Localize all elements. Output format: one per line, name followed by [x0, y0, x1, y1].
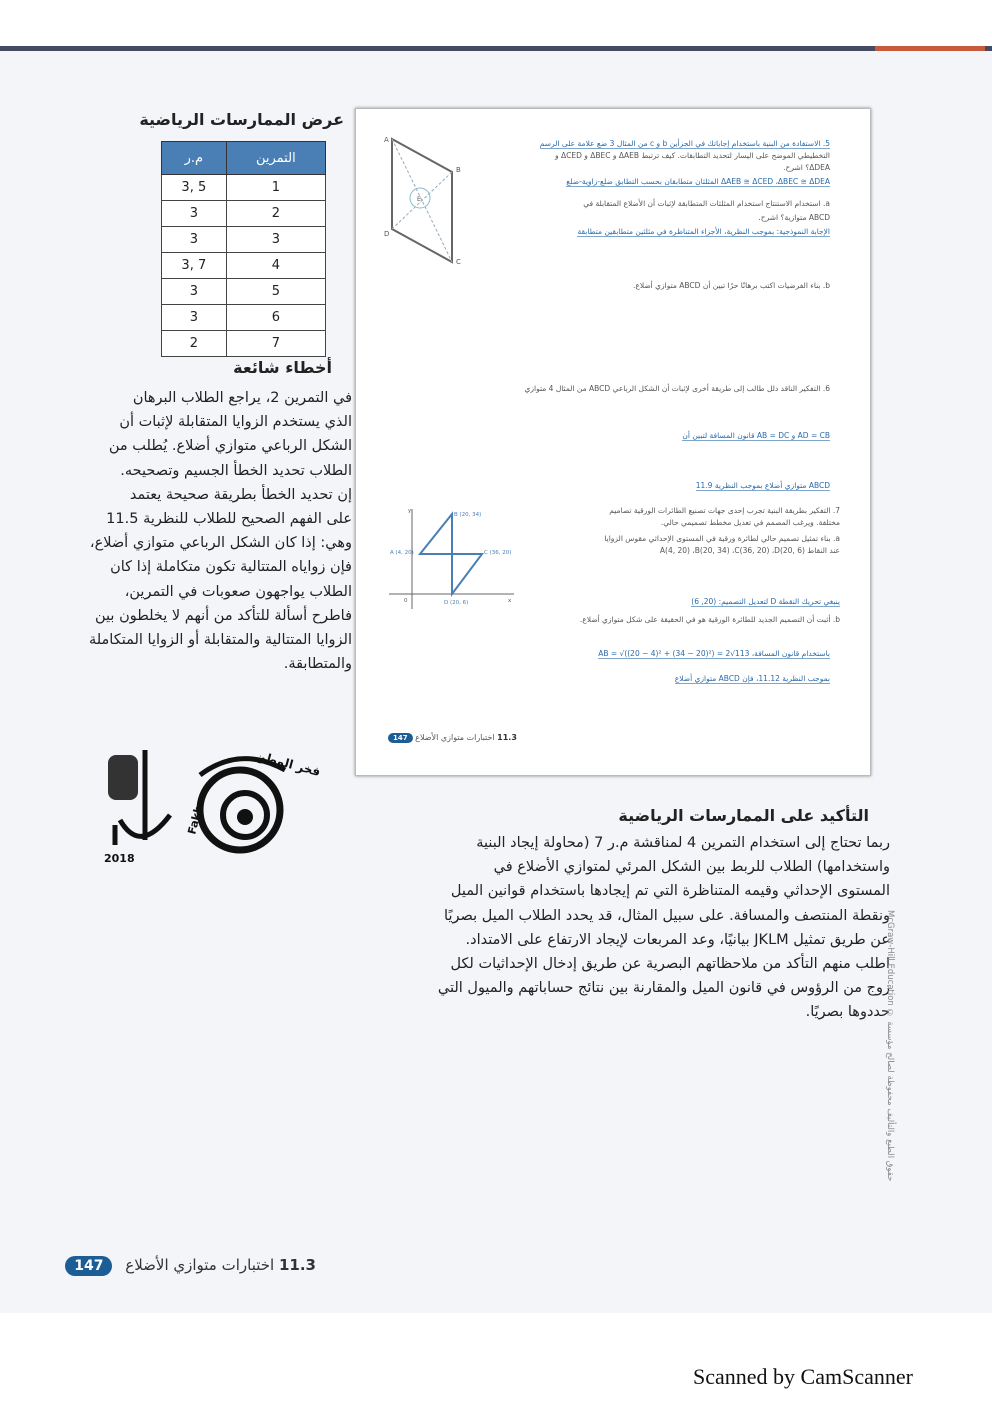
svg-text:فخر الوطن: فخر الوطن [254, 748, 322, 780]
text-line: على الفهم الصحيح للطلاب للنظرية 11.5 [106, 511, 352, 528]
point-a-label: A (4, 20) [390, 550, 414, 556]
zayed-year-logo [104, 750, 170, 865]
embedded-footer-section: 11.3 [497, 733, 517, 742]
table-header-exercise: التمرين [226, 142, 325, 175]
header-accent [875, 46, 985, 51]
practices-table [161, 141, 326, 357]
text-line: فاطرح أسألة للتأكد من أنهم لا يخلطون بين [95, 607, 352, 624]
parallelogram-diagram [384, 134, 464, 264]
practice-cell: 3 [162, 227, 227, 253]
practice-cell: 3 [162, 305, 227, 331]
footer-title: اختبارات متوازي الأضلاع [125, 1256, 275, 1274]
embedded-text-line: 6. التفكير الناقد دلل طالب إلى طريقة أخرى لإثبات أن الشكل الرباعي ABCD من المثال 4 متوازي [524, 384, 830, 393]
embedded-text-line: ينبغي تحريك النقطة D لتعديل التصميم: (20, 6) [691, 597, 840, 606]
label-d: D [384, 230, 390, 238]
embedded-text-line: 5. الاستفادة من البنية باستخدام إجاباتك في الجزأين b و c من المثال 3 ضع علامة على الرسم [539, 139, 830, 148]
svg-text:Fakhr: Fakhr [185, 798, 207, 836]
embedded-text-line: ΔDEA؟ اشرح. [783, 163, 830, 172]
exercise-cell: 6 [226, 305, 325, 331]
embedded-text-line: a. استخدام الاستنتاج استخدام المثلثات المتطابقة لإثبات أن الأضلاع المتقابلة في [583, 199, 830, 208]
common-errors-title: أخطاء شائعة [233, 358, 332, 377]
embedded-text-line: الإجابة النموذجية: بموجب النظرية، الأجزاء المتناظرة في مثلثين متطابقين متطابقة [577, 227, 830, 236]
fakhr-alwatan-logo [185, 748, 322, 850]
x-axis-label: x [508, 598, 512, 604]
page-number: 147 [65, 1256, 112, 1276]
embedded-text-line: بموجب النظرية 11.12، فإن ABCD متوازي أضلاع [674, 674, 830, 683]
label-c: C [456, 258, 461, 264]
common-errors-text [52, 386, 352, 676]
text-line: زوج من الرؤوس في قانون الميل والمقارنة بين نتائج حساباتهم والميول التي [437, 980, 890, 997]
exercise-cell: 2 [226, 201, 325, 227]
embedded-text-line: AD = CB و AB = DC قانون المسافة لتبين أن [682, 431, 830, 440]
embedded-text-line: b. أثبت أن التصميم الجديد للطائرة الورقية هو في الحقيقة على شكل متوازي أضلاع. [579, 615, 840, 624]
embedded-text-line: 7. التفكير بطريقة البنية تجرب إحدى جهات تصنيع الطائرات الورقية تصاميم [609, 506, 840, 515]
text-line: المستوى الإحداثي وقيمه المتناظرة التي تم إيجادها باستخدام قوانين الميل [450, 883, 890, 900]
practice-cell: 3 [162, 201, 227, 227]
embedded-page-number: 147 [388, 733, 413, 743]
emphasize-practices-text [370, 831, 890, 1025]
text-line: عن طريق تمثيل JKLM بيانيًا، وعد المربعات لإيجاد الارتفاع على الامتداد. [465, 931, 890, 948]
exercise-cell: 5 [226, 279, 325, 305]
logos [100, 745, 350, 865]
table-row [162, 305, 326, 331]
text-line: واستخدامها) الطلاب للربط بين الشكل المرئي لمتوازي الأضلاع في [493, 859, 890, 876]
copyright-credit: McGraw-Hill Education © حقوق الطبع والتأليف محفوظة لصالح مؤسسة [885, 910, 895, 1182]
embedded-text-line: a. بناء تمثيل تصميم حالي لطائرة ورقية في المستوى الإحداثي مقوس الزوايا [604, 534, 840, 543]
text-line: الشكل الرباعي متوازي أضلاع. يُطلب من [108, 438, 352, 455]
exercise-cell: 1 [226, 175, 325, 201]
text-line: اطلب منهم التأكد من ملاحظاتهم البصرية عن طريق إدخال الإحداثيات لكل [450, 956, 890, 973]
text-line: ونقطة المنتصف والمسافة. على سبيل المثال، قد يحدد الطلاب الميل بصريًا [444, 907, 890, 924]
y-axis-label: y [408, 508, 412, 514]
emphasize-practices-title: التأكيد على الممارسات الرياضية [618, 806, 869, 825]
embedded-text-line: مختلفة. ويرغب المصمم في تعديل مخطط تصميمي حالي. [660, 518, 840, 527]
embedded-text-line: b. بناء الفرضيات اكتب برهانًا حرًا تبين أن ABCD متوازي أضلاع. [632, 281, 830, 290]
table-row [162, 227, 326, 253]
practice-cell: 2 [162, 331, 227, 357]
embedded-text-line: التخطيطي الموضح على اليسار لتحديد التطابقات. كيف ترتبط ΔAEB و ΔBEC و ΔCED و [554, 151, 830, 160]
label-e: E [417, 196, 421, 203]
text-line: ربما تحتاج إلى استخدام التمرين 4 لمناقشة م.ر 7 (محاولة إيجاد البنية [476, 835, 890, 851]
practice-cell: 3, 5 [162, 175, 227, 201]
exercise-cell: 4 [226, 253, 325, 279]
embedded-text-line: ABCD متوازي أضلاع بموجب النظرية 11.9 [695, 481, 830, 490]
text-line: الطلاب يواجهون صعوبات في التمرين، [124, 583, 352, 600]
page-footer [65, 1256, 316, 1276]
embedded-text-line: ABCD متوازية؟ اشرح. [758, 213, 830, 222]
text-line: الطلاب تحديد الخطأ الجسيم وتصحيحه. [120, 462, 352, 479]
label-a: A [384, 136, 389, 144]
text-line: الذي يستخدم الزوايا المتقابلة لإثبات أن [119, 414, 352, 431]
embedded-footer-title: اختبارات متوازي الأضلاع [415, 733, 495, 742]
point-d-label: D (20, 6) [444, 600, 469, 606]
practice-cell: 3 [162, 279, 227, 305]
svg-text:2018: 2018 [104, 852, 135, 865]
origin-label: 0 [404, 598, 408, 604]
point-b-label: B (20, 34) [454, 512, 482, 518]
footer-section-number: 11.3 [278, 1256, 316, 1274]
table-row [162, 279, 326, 305]
table-header-practice: م.ر [162, 142, 227, 175]
table-row [162, 331, 326, 357]
text-line: فإن زواياه المتتالية تكون متكاملة إذا كان [110, 559, 352, 576]
embedded-footer [388, 733, 517, 743]
table-row [162, 201, 326, 227]
scanner-watermark: Scanned by CamScanner [693, 1364, 913, 1389]
header-bar [0, 46, 992, 51]
text-line: الزوايا المتتالية والمتقابلة أو الزوايا المتكاملة [88, 632, 352, 649]
section-title-math-practices: عرض الممارسات الرياضية [139, 110, 344, 129]
table-row [162, 253, 326, 279]
label-b: B [456, 166, 461, 174]
point-c-label: C (36, 20) [484, 550, 512, 556]
embedded-textbook-page [355, 108, 871, 776]
embedded-text-line: ΔAEB ≅ ΔCED ،ΔBEC ≅ ΔDEA المثلثان متطابقان بحسب التطابق ضلع-زاوية-ضلع [566, 177, 830, 186]
text-line: حددوها بصريًا. [805, 1004, 890, 1021]
text-line: إن تحديد الخطأ بطريقة صحيحة يعتمد [129, 486, 352, 503]
table-row [162, 175, 326, 201]
practice-cell: 3, 7 [162, 253, 227, 279]
text-line: والمتطابقة. [283, 656, 352, 673]
kite-coordinate-diagram [384, 504, 519, 614]
text-line: في التمرين 2، يراجع الطلاب البرهان [132, 390, 352, 406]
exercise-cell: 3 [226, 227, 325, 253]
embedded-text-line: باستخدام قانون المسافة، AB = √((20 − 4)² + (34 − 20)²) = 2√113 [598, 649, 830, 658]
text-line: وهي: إذا كان الشكل الرباعي متوازي أضلاع، [89, 535, 352, 552]
embedded-text-line: عند النقاط A(4, 20) ،B(20, 34) ،C(36, 20) ،D(20, 6) [659, 546, 840, 555]
exercise-cell: 7 [226, 331, 325, 357]
